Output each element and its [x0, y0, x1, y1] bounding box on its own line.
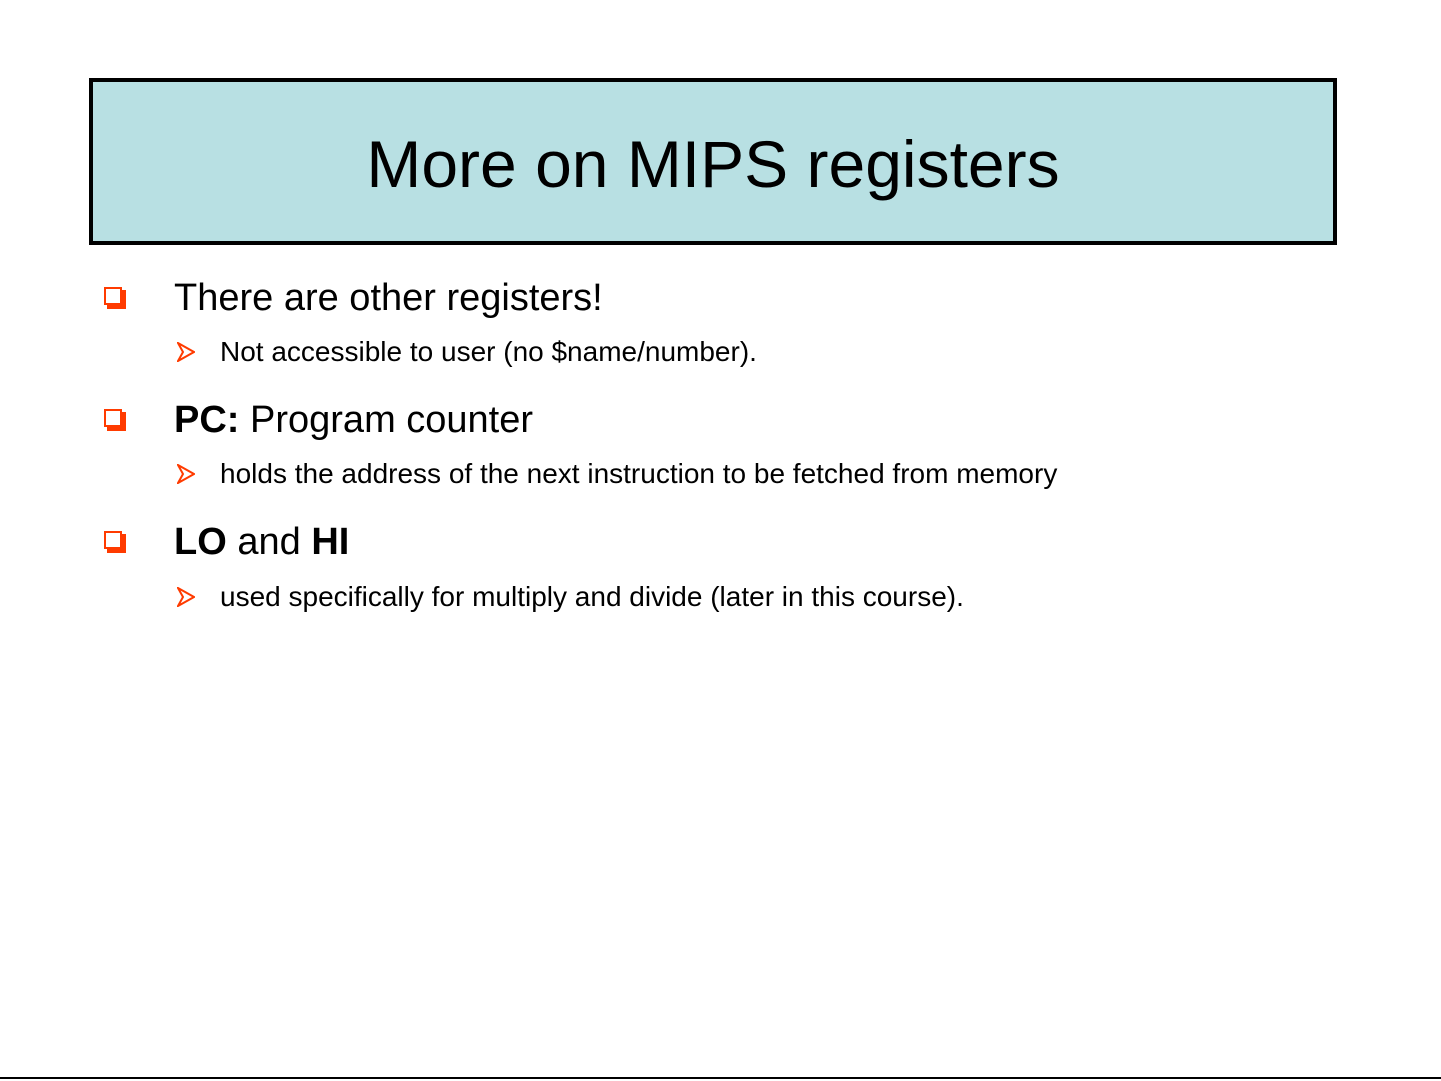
- sub-bullet-item: [177, 583, 964, 611]
- sub-bullet-text: used specifically for multiply and divide (later in this course).: [220, 581, 964, 612]
- bullet-bold-term: LO: [174, 521, 227, 563]
- bullet-item: [104, 523, 349, 561]
- arrow-bullet-icon: [177, 464, 195, 484]
- square-bullet-icon: [104, 409, 126, 431]
- arrow-bullet-icon: [177, 587, 195, 607]
- square-bullet-icon: [104, 287, 126, 309]
- bullet-item: [104, 401, 533, 439]
- bullet-text: PC: Program counter: [174, 399, 534, 441]
- square-bullet-icon: [104, 531, 126, 553]
- sub-bullet-item: [177, 460, 1057, 488]
- arrow-bullet-icon: [177, 342, 195, 362]
- bullet-bold-term: HI: [311, 521, 350, 563]
- bullet-item: [104, 279, 603, 317]
- title-box: [89, 78, 1337, 245]
- slide-title: More on MIPS registers: [366, 126, 1060, 201]
- footer-divider: [0, 1077, 1441, 1079]
- bullet-text: There are other registers!: [174, 277, 603, 319]
- sub-bullet-item: [177, 338, 757, 366]
- bullet-text: LO and HI: [174, 521, 350, 563]
- sub-bullet-text: holds the address of the next instruction to be fetched from memory: [220, 458, 1058, 489]
- sub-bullet-text: Not accessible to user (no $name/number).: [220, 336, 757, 367]
- bullet-bold-term: PC:: [174, 399, 240, 441]
